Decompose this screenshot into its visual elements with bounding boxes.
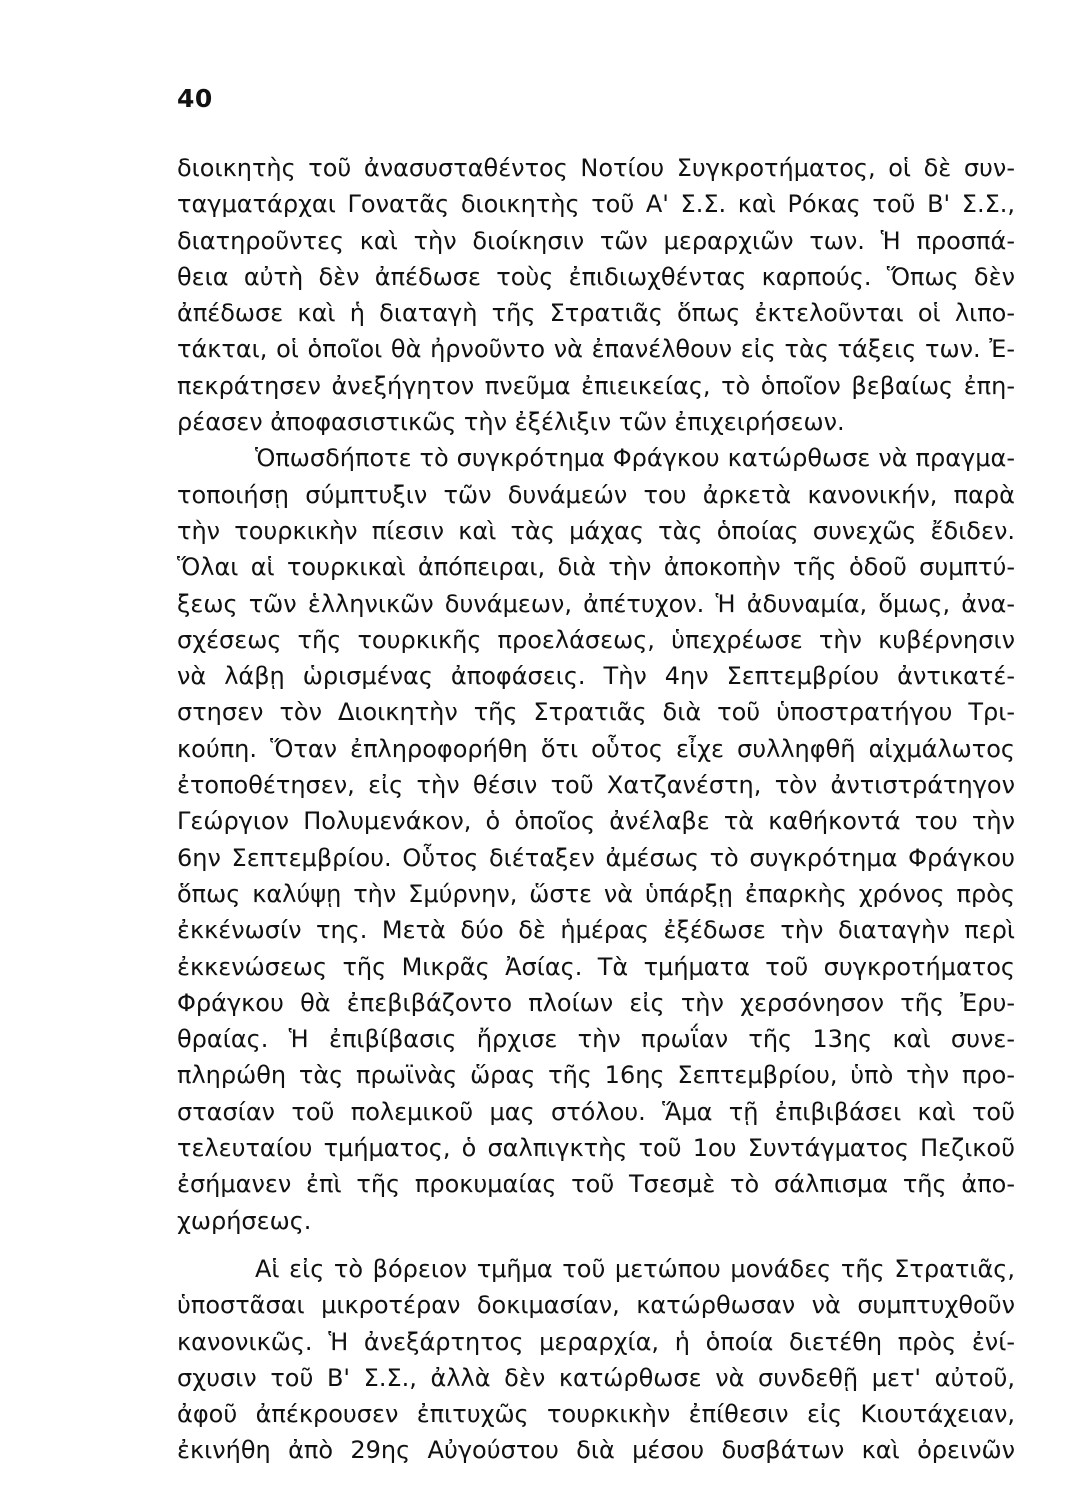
text-line: ἐτοποθέτησεν, εἰς τὴν θέσιν τοῦ Χατζανέστη, τὸν ἀντιστράτηγον (177, 771, 1015, 800)
text-line: ρέασεν ἀποφασιστικῶς τὴν ἐξέλιξιν τῶν ἐπιχειρήσεων. (177, 408, 845, 437)
text-line: θεια αὐτὴ δὲν ἀπέδωσε τοὺς ἐπιδιωχθέντας καρπούς. Ὅπως δὲν (177, 262, 1015, 291)
text-line: 6ην Σεπτεμβρίου. Οὗτος διέταξεν ἀμέσως τὸ συγκρότημα Φράγκου (177, 843, 1015, 872)
text-line: τελευταίου τμήματος, ὁ σαλπιγκτὴς τοῦ 1ου Συντάγματος Πεζικοῦ (177, 1134, 1015, 1163)
text-line: διοικητὴς τοῦ ἀνασυσταθέντος Νοτίου Συγκροτήματος, οἱ δὲ συν- (177, 154, 1015, 182)
text-line: πληρώθη τὰς πρωϊνὰς ὥρας τῆς 16ης Σεπτεμβρίου, ὑπὸ τὴν προ- (177, 1061, 1015, 1090)
body-text (177, 150, 1015, 1469)
text-line: ταγματάρχαι Γονατᾶς διοικητὴς τοῦ Α' Σ.Σ. καὶ Ρόκας τοῦ Β' Σ.Σ., (177, 190, 1015, 219)
text-line: Φράγκου θὰ ἐπεβιβάζοντο πλοίων εἰς τὴν χερσόνησον τῆς Ἐρυ- (177, 988, 1015, 1017)
text-line: χωρήσεως. (177, 1206, 312, 1235)
text-line: σχέσεως τῆς τουρκικῆς προελάσεως, ὑπεχρέωσε τὴν κυβέρνησιν (177, 625, 1015, 654)
paragraph-1 (177, 150, 1015, 440)
text-line: τοποιήσῃ σύμπτυξιν τῶν δυνάμεών του ἀρκετὰ κανονικήν, παρὰ (177, 480, 1015, 509)
text-line: πεκράτησεν ἀνεξήγητον πνεῦμα ἐπιεικείας, τὸ ὁποῖον βεβαίως ἐπη- (177, 371, 1015, 400)
text-line: κούπη. Ὅταν ἐπληροφορήθη ὅτι οὗτος εἶχε συλληφθῆ αἰχμάλωτος (177, 734, 1015, 763)
text-line: κανονικῶς. Ἡ ἀνεξάρτητος μεραρχία, ἡ ὁποία διετέθη πρὸς ἐνί- (177, 1327, 1015, 1356)
page-number: 40 (177, 84, 213, 113)
text-line: ἀπέδωσε καὶ ἡ διαταγὴ τῆς Στρατιᾶς ὅπως ἐκτελοῦνται οἱ λιπο- (177, 299, 1015, 328)
text-line: θραίας. Ἡ ἐπιβίβασις ἤρχισε τὴν πρωΐαν τῆς 13ης καὶ συνε- (177, 1025, 1015, 1054)
paragraph-2 (177, 440, 1015, 1239)
text-line: ἐκκένωσίν της. Μετὰ δύο δὲ ἡμέρας ἐξέδωσε τὴν διαταγὴν περὶ (177, 916, 1015, 945)
text-line: στασίαν τοῦ πολεμικοῦ μας στόλου. Ἅμα τῇ ἐπιβιβάσει καὶ τοῦ (177, 1097, 1015, 1126)
text-line: διατηροῦντες καὶ τὴν διοίκησιν τῶν μεραρχιῶν των. Ἡ προσπά- (177, 226, 1015, 255)
text-line: ὅπως καλύψῃ τὴν Σμύρνην, ὥστε νὰ ὑπάρξῃ ἐπαρκὴς χρόνος πρὸς (177, 879, 1015, 908)
text-line: νὰ λάβῃ ὡρισμένας ἀποφάσεις. Τὴν 4ην Σεπτεμβρίου ἀντικατέ- (177, 662, 1015, 691)
text-line: τάκται, οἱ ὁποῖοι θὰ ἠρνοῦντο νὰ ἐπανέλθουν εἰς τὰς τάξεις των. Ἐ- (177, 335, 1015, 364)
text-line: ξεως τῶν ἑλληνικῶν δυνάμεων, ἀπέτυχον. Ἡ ἀδυναμία, ὅμως, ἀνα- (177, 589, 1015, 618)
text-line: ἐκκενώσεως τῆς Μικρᾶς Ἀσίας. Τὰ τμήματα τοῦ συγκροτήματος (177, 952, 1015, 981)
text-line: Αἱ εἰς τὸ βόρειον τμῆμα τοῦ μετώπου μονάδες τῆς Στρατιᾶς, (255, 1254, 1015, 1283)
text-line: ἐσήμανεν ἐπὶ τῆς προκυμαίας τοῦ Τσεσμὲ τὸ σάλπισμα τῆς ἀπο- (177, 1170, 1015, 1199)
text-line: στησεν τὸν Διοικητὴν τῆς Στρατιᾶς διὰ τοῦ ὑποστρατήγου Τρι- (177, 698, 1015, 727)
text-line: ἐκινήθη ἀπὸ 29ης Αὐγούστου διὰ μέσου δυσβάτων καὶ ὀρεινῶν (177, 1436, 1015, 1465)
text-line: Ὅλαι αἱ τουρκικαὶ ἀπόπειραι, διὰ τὴν ἀποκοπὴν τῆς ὁδοῦ συμπτύ- (177, 553, 1015, 582)
text-line: σχυσιν τοῦ Β' Σ.Σ., ἀλλὰ δὲν κατώρθωσε νὰ συνδεθῇ μετ' αὐτοῦ, (177, 1363, 1015, 1392)
text-line: ὑποστᾶσαι μικροτέραν δοκιμασίαν, κατώρθωσαν νὰ συμπτυχθοῦν (177, 1291, 1015, 1320)
text-line: ἀφοῦ ἀπέκρουσεν ἐπιτυχῶς τουρκικὴν ἐπίθεσιν εἰς Κιουτάχειαν, (177, 1400, 1015, 1429)
text-line: Ὁπωσδήποτε τὸ συγκρότημα Φράγκου κατώρθωσε νὰ πραγμα- (255, 444, 1015, 473)
paragraph-gap (177, 1239, 1015, 1251)
paragraph-3 (177, 1251, 1015, 1469)
text-line: τὴν τουρκικὴν πίεσιν καὶ τὰς μάχας τὰς ὁποίας συνεχῶς ἔδιδεν. (177, 516, 1015, 545)
text-line: Γεώργιον Πολυμενάκον, ὁ ὁποῖος ἀνέλαβε τὰ καθήκοντά του τὴν (177, 807, 1015, 836)
